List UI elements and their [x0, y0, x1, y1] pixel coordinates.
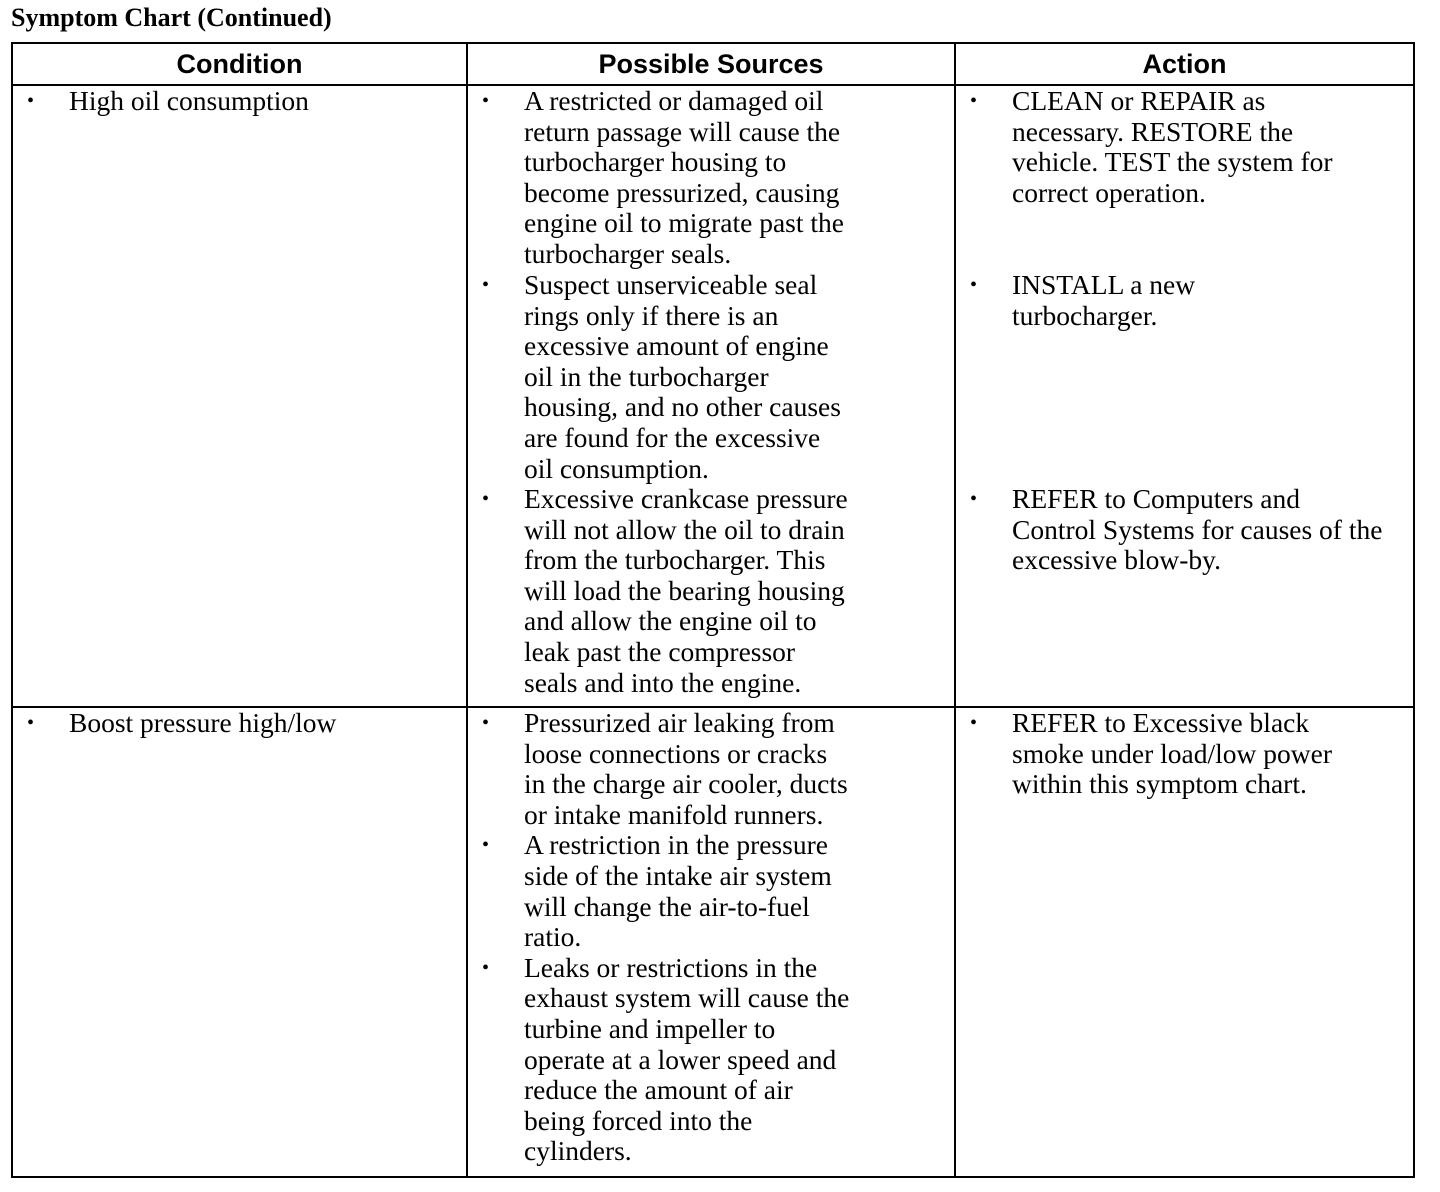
bullet-icon: • [970, 274, 978, 296]
source-item: • Pressurized air leaking from loose connections or cracks in the charge air cooler, ducts or intake manifold runners. [482, 707, 848, 830]
bullet-icon: • [482, 90, 490, 112]
sources-cell [467, 85, 955, 707]
source-item: • A restricted or damaged oil return passage will cause the turbocharger housing to become pressurized, causing engine oil to migrate past the turbocharger seals. [482, 85, 844, 269]
action-cell [955, 85, 1414, 707]
source-item: • Suspect unserviceable seal rings only if there is an excessive amount of engine oil in the turbocharger housing, and no other causes are found for the excessive oil consumption. [482, 269, 841, 484]
source-item: • A restriction in the pressure side of the intake air system will change the air-to-fuel ratio. [482, 829, 832, 953]
source-item: • Leaks or restrictions in the exhaust system will cause the turbine and impeller to operate at a lower speed and reduce the amount of air being forced into the cylinders. [482, 951, 850, 1167]
bullet-icon: • [970, 488, 978, 510]
header-condition: Condition [12, 43, 467, 85]
condition-item: • Boost pressure high/low [27, 707, 337, 738]
action-item: • CLEAN or REPAIR as necessary. RESTORE the vehicle. TEST the system for correct operation. [970, 85, 1333, 208]
bullet-icon: • [482, 274, 490, 296]
condition-cell [12, 85, 467, 707]
bullet-icon: • [27, 90, 35, 112]
condition-item: • High oil consumption [27, 85, 309, 116]
bullet-icon: • [27, 712, 35, 734]
header-possible-sources: Possible Sources [467, 43, 955, 85]
condition-cell [12, 707, 467, 1177]
sources-cell [467, 707, 955, 1177]
action-item: • REFER to Excessive black smoke under load/low power within this symptom chart. [970, 707, 1332, 800]
bullet-icon: • [482, 488, 490, 510]
symptom-table [11, 42, 1415, 1178]
table-header-row [12, 43, 1414, 85]
page-title: Symptom Chart (Continued) [11, 3, 332, 32]
bullet-icon: • [482, 956, 490, 979]
bullet-icon: • [970, 90, 978, 112]
bullet-icon: • [482, 834, 490, 857]
table-row [12, 707, 1414, 1177]
action-item: • REFER to Computers and Control Systems for causes of the excessive blow-by. [970, 483, 1383, 576]
action-item: • INSTALL a new turbocharger. [970, 269, 1196, 331]
table-row [12, 85, 1414, 707]
bullet-icon: • [970, 712, 978, 734]
header-action: Action [955, 43, 1414, 85]
bullet-icon: • [482, 712, 490, 734]
action-cell [955, 707, 1414, 1177]
source-item: • Excessive crankcase pressure will not allow the oil to drain from the turbocharger. This will load the bearing housing and allow the engine oil to leak past the compressor seals and into the engine. [482, 483, 848, 698]
